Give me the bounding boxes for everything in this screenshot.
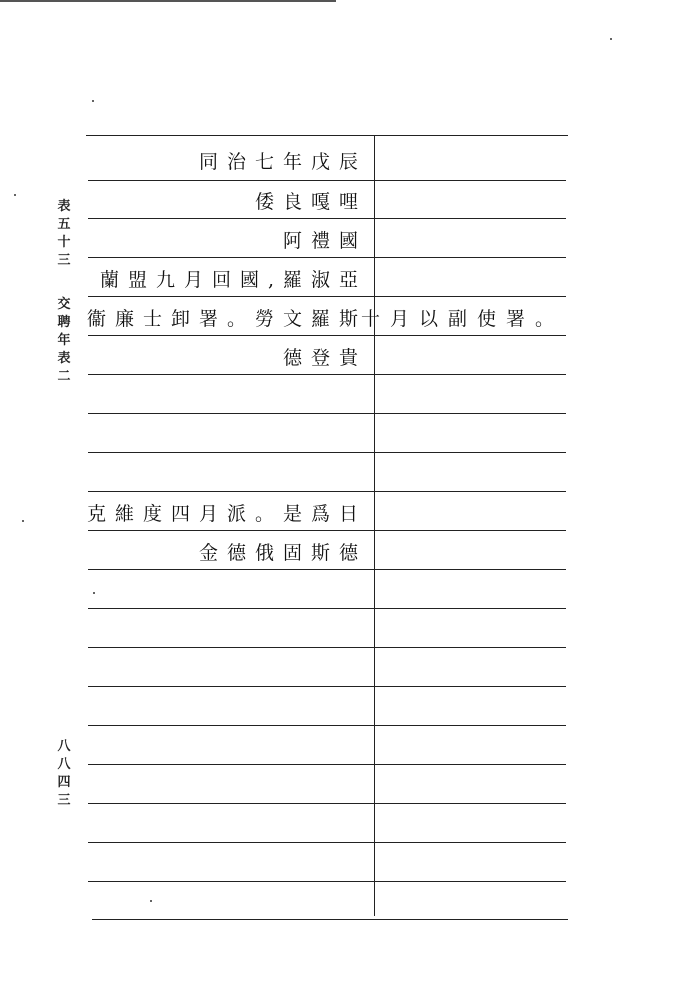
margin-char: 表 [57,199,71,214]
row-11-note [386,534,564,568]
row-rule [88,764,566,765]
row-4-note [386,261,564,295]
row-6-main: 德登貴 [282,346,367,369]
row-8-main [94,417,367,451]
row-5-note: 十月以副使署。 [360,307,564,330]
row-rule [88,413,566,414]
row-5-main: 衞廉士卸署。勞文羅斯 [86,307,367,330]
margin-char: 年 [57,333,71,348]
row-9-main [94,456,367,490]
row-6-note [386,339,564,373]
row-rule [88,257,566,258]
row-rule [88,452,566,453]
scan-speck [610,38,612,40]
margin-char: 三 [57,253,71,268]
row-rule [88,530,566,531]
top-edge-rule [0,0,336,2]
scan-speck [92,100,94,102]
margin-char: 八 [57,739,71,754]
row-rule [88,374,566,375]
row-2-note [386,183,564,217]
row-1-note [386,143,564,177]
margin-char: 八 [57,757,71,772]
row-rule [88,803,566,804]
row-rule [88,180,566,181]
row-10-note [386,495,564,529]
row-rule [88,608,566,609]
row-2-main: 倭良嘎哩 [254,190,367,213]
row-3-main: 阿禮國 [282,229,367,252]
row-3-note [386,222,564,256]
row-11-main: 金德俄固斯德 [198,541,367,564]
scan-speck [150,900,152,902]
margin-char: 四 [57,775,71,790]
row-rule [88,569,566,570]
margin-char: 五 [57,217,71,232]
table-bottom-rule [92,919,568,920]
row-rule [88,296,566,297]
margin-char: 聘 [57,315,71,330]
row-rule [88,842,566,843]
column-divider [374,136,375,916]
page-number [52,738,76,810]
margin-char: 十 [57,235,71,250]
row-7-main [94,378,367,412]
row-rule [88,491,566,492]
margin-char: 三 [57,793,71,808]
section-label [52,198,76,270]
row-rule [88,725,566,726]
row-rule [88,686,566,687]
row-1-main: 同治七年戊辰 [198,150,367,173]
scan-speck [14,194,16,196]
margin-char: 二 [57,369,71,384]
margin-char: 表 [57,351,71,366]
row-rule [88,647,566,648]
margin-char: 交 [57,297,71,312]
scan-speck [22,520,24,522]
row-rule [88,335,566,336]
row-rule [88,881,566,882]
scan-speck [93,592,95,594]
table-top-rule [86,135,568,136]
row-rule [88,218,566,219]
row-4-main: 蘭盟九月回國,羅淑亞 [99,268,367,291]
row-10-main: 克維度四月派。是爲日 [86,502,367,525]
table-label [52,296,76,386]
